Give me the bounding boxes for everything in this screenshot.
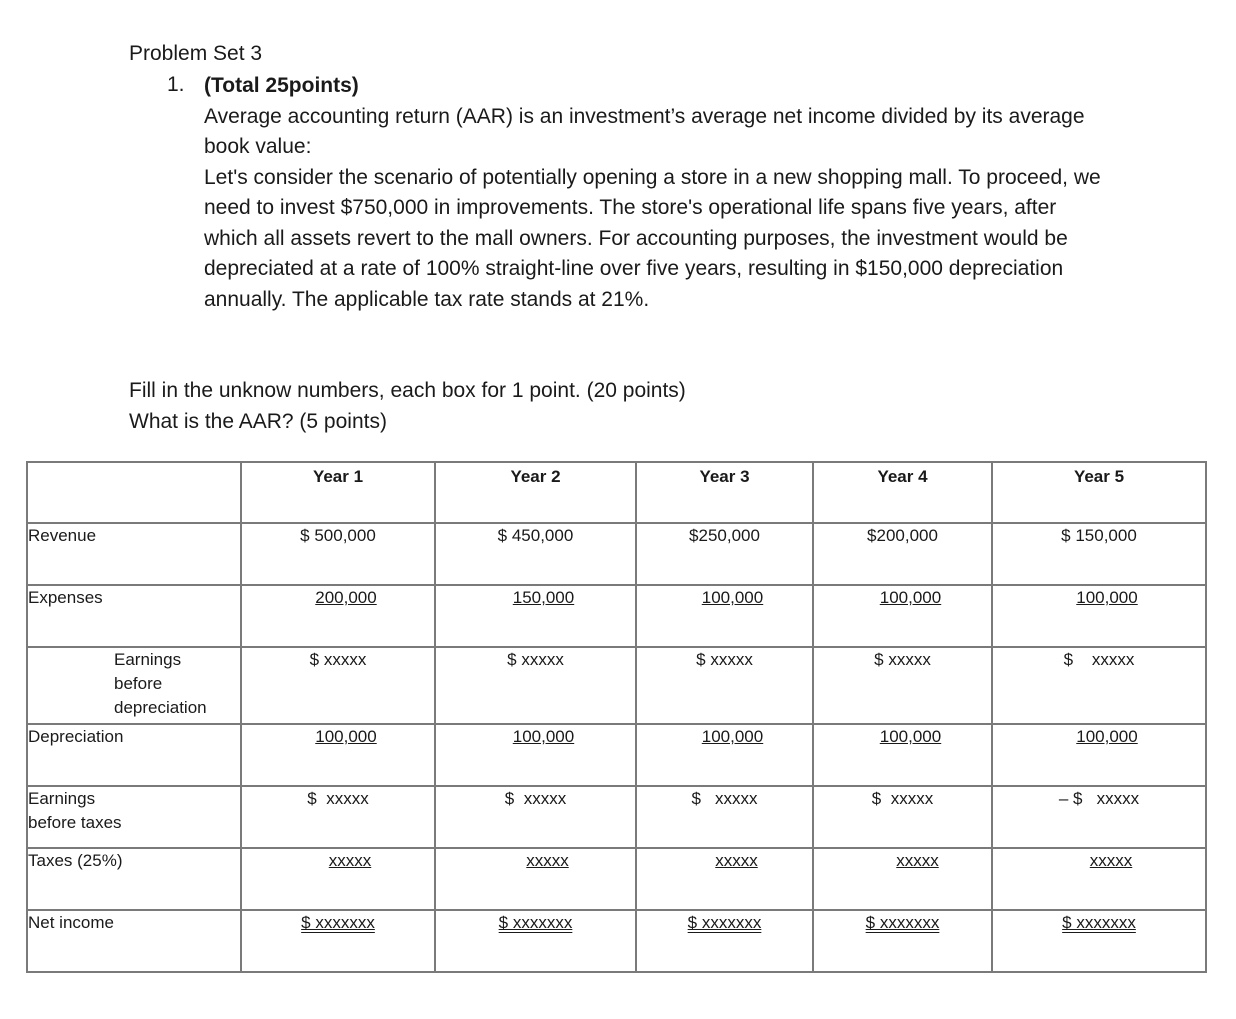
instruction-fill-in: Fill in the unknow numbers, each box for 1 point. (20 points) bbox=[129, 379, 686, 402]
revenue-year-3: $250,000 bbox=[689, 526, 760, 545]
question-body bbox=[204, 71, 1104, 315]
taxes-year-5: xxxxx bbox=[1089, 851, 1133, 870]
document-title: Problem Set 3 bbox=[129, 42, 263, 65]
depreciation-year-3: 100,000 bbox=[701, 727, 764, 746]
instructions bbox=[129, 375, 686, 437]
table-row-revenue bbox=[27, 523, 1206, 585]
income-statement-table bbox=[26, 461, 1207, 973]
taxes-year-3: xxxxx bbox=[715, 851, 758, 870]
ebd-year-2: $ xxxxx bbox=[507, 650, 564, 669]
expenses-year-3: 100,000 bbox=[701, 588, 764, 607]
taxes-year-1: xxxxx bbox=[328, 851, 372, 870]
header-year-4: Year 4 bbox=[813, 462, 992, 523]
table-header-row bbox=[27, 462, 1206, 523]
table-row-taxes bbox=[27, 848, 1206, 910]
net-income-year-3: $ xxxxxxx bbox=[687, 913, 762, 932]
ebt-year-3: $ xxxxx bbox=[691, 789, 758, 808]
ebt-year-5: – $ xxxxx bbox=[1058, 789, 1140, 808]
ebt-year-1: $ xxxxx bbox=[307, 789, 369, 808]
expenses-year-4: 100,000 bbox=[879, 588, 942, 607]
row-label: Expenses bbox=[27, 585, 241, 647]
net-income-year-4: $ xxxxxxx bbox=[865, 913, 940, 932]
depreciation-year-5: 100,000 bbox=[1076, 727, 1138, 746]
net-income-year-5: $ xxxxxxx bbox=[1062, 913, 1136, 932]
aar-definition: Average accounting return (AAR) is an investment’s average net income divided by its average book value: bbox=[204, 104, 1085, 158]
row-label: Earnings before taxes bbox=[28, 789, 122, 832]
question-heading: (Total 25points) bbox=[204, 74, 359, 97]
question-number: 1. bbox=[167, 73, 185, 96]
ebt-year-4: $ xxxxx bbox=[871, 789, 934, 808]
table-row-depreciation bbox=[27, 724, 1206, 786]
revenue-year-1: $ 500,000 bbox=[300, 526, 376, 545]
table-row-earnings-before-depreciation bbox=[27, 647, 1206, 724]
ebd-year-4: $ xxxxx bbox=[874, 650, 931, 669]
row-label: Earnings before depreciation bbox=[114, 650, 207, 717]
taxes-year-2: xxxxx bbox=[526, 851, 569, 870]
instruction-aar: What is the AAR? (5 points) bbox=[129, 410, 387, 433]
row-label: Taxes (25%) bbox=[27, 848, 241, 910]
header-year-2: Year 2 bbox=[435, 462, 636, 523]
expenses-year-1: 200,000 bbox=[315, 588, 377, 607]
ebd-year-5: $ xxxxx bbox=[1063, 650, 1135, 669]
row-label: Depreciation bbox=[27, 724, 241, 786]
revenue-year-4: $200,000 bbox=[867, 526, 938, 545]
revenue-year-5: $ 150,000 bbox=[1061, 526, 1137, 545]
net-income-year-1: $ xxxxxxx bbox=[301, 913, 375, 932]
ebd-year-1: $ xxxxx bbox=[309, 650, 367, 669]
depreciation-year-2: 100,000 bbox=[512, 727, 575, 746]
table-row-net-income bbox=[27, 910, 1206, 972]
row-label: Net income bbox=[27, 910, 241, 972]
depreciation-year-1: 100,000 bbox=[315, 727, 377, 746]
ebt-year-2: $ xxxxx bbox=[504, 789, 567, 808]
ebd-year-3: $ xxxxx bbox=[696, 650, 753, 669]
expenses-year-2: 150,000 bbox=[512, 588, 575, 607]
expenses-year-5: 100,000 bbox=[1076, 588, 1138, 607]
scenario-text: Let's consider the scenario of potentially opening a store in a new shopping mall. To proceed, we need to invest $750,000 in improvements. The store's operational life spans five years, after which all assets revert to the mall owners. For accounting purposes, the investment would be depreciated at a rate of 100% straight-line over five years, resulting in $150,000 depreciation annually. The applicable tax rate stands at 21%. bbox=[204, 165, 1101, 311]
header-year-3: Year 3 bbox=[636, 462, 813, 523]
revenue-year-2: $ 450,000 bbox=[497, 526, 574, 545]
header-year-5: Year 5 bbox=[992, 462, 1206, 523]
row-label: Revenue bbox=[27, 523, 241, 585]
header-blank bbox=[27, 462, 241, 523]
taxes-year-4: xxxxx bbox=[896, 851, 939, 870]
table-row-expenses bbox=[27, 585, 1206, 647]
depreciation-year-4: 100,000 bbox=[879, 727, 942, 746]
header-year-1: Year 1 bbox=[241, 462, 435, 523]
net-income-year-2: $ xxxxxxx bbox=[498, 913, 573, 932]
table-row-earnings-before-taxes bbox=[27, 786, 1206, 848]
